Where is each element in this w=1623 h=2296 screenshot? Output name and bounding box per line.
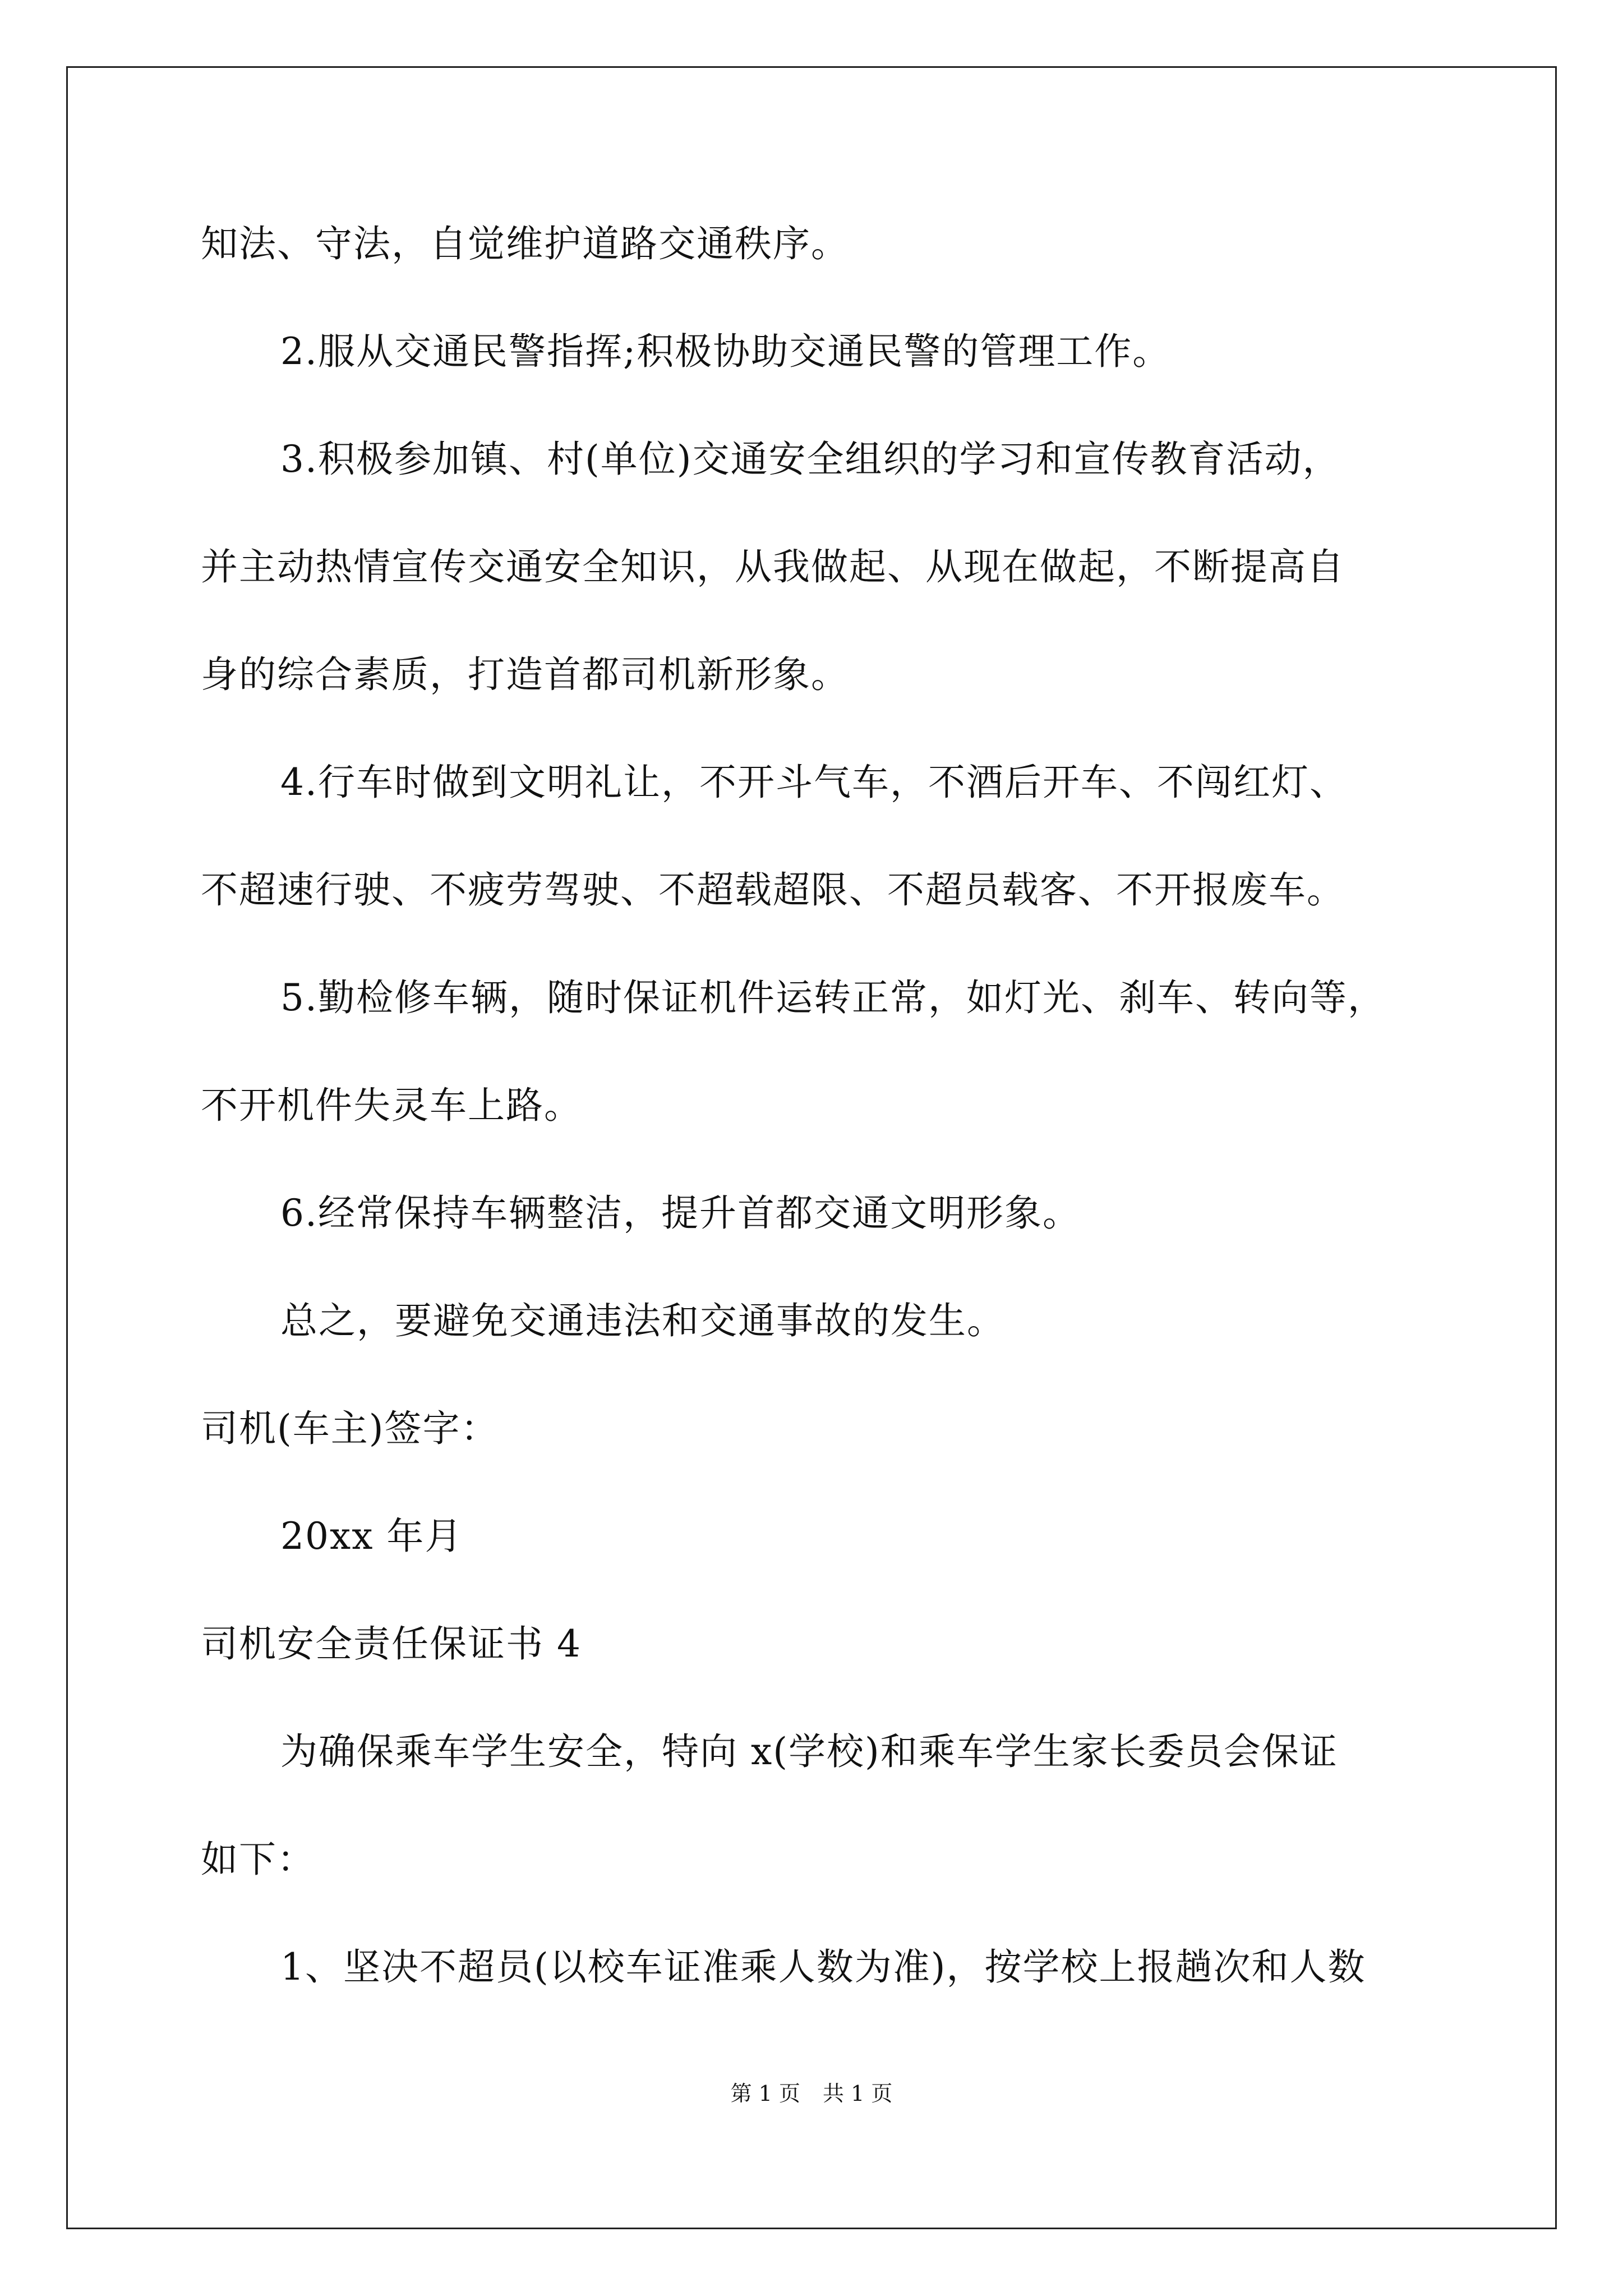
intro-paragraph: 为确保乘车学生安全，特向 x(学校)和乘车学生家长委员会保证 [280,1730,1338,1773]
text-line: 身的综合素质，打造首都司机新形象。 [201,653,849,696]
list-item-3: 3.积极参加镇、村(单位)交通安全组织的学习和宣传教育活动， [280,438,1341,481]
page-footer [0,2077,1623,2110]
page-total: 共 1 页 [823,2081,893,2106]
text-line: 知法、守法，自觉维护道路交通秩序。 [201,222,849,265]
section-title: 司机安全责任保证书 4 [201,1622,582,1665]
date-line: 20xx 年月 [280,1515,463,1558]
list-item-5: 5.勤检修车辆，随时保证机件运转正常，如灯光、刹车、转向等， [280,976,1386,1019]
list-item-2: 2.服从交通民警指挥;积极协助交通民警的管理工作。 [280,330,1171,373]
signature-label: 司机(车主)签字： [201,1407,499,1450]
page-border [66,66,1557,2229]
list-item-4: 4.行车时做到文明礼让，不开斗气车，不酒后开车、不闯红灯、 [280,761,1348,804]
summary-line: 总之，要避免交通违法和交通事故的发生。 [280,1299,1005,1342]
text-line: 不开机件失灵车上路。 [201,1084,582,1127]
text-line: 如下： [201,1838,315,1881]
list-item-1: 1、坚决不超员(以校车证准乘人数为准)，按学校上报趟次和人数 [280,1945,1366,1989]
text-line: 不超速行驶、不疲劳驾驶、不超载超限、不超员载客、不开报废车。 [201,868,1345,912]
page-number: 第 1 页 [730,2081,800,2106]
text-line: 并主动热情宣传交通安全知识，从我做起、从现在做起，不断提高自 [201,545,1345,588]
list-item-6: 6.经常保持车辆整洁，提升首都交通文明形象。 [280,1191,1081,1235]
